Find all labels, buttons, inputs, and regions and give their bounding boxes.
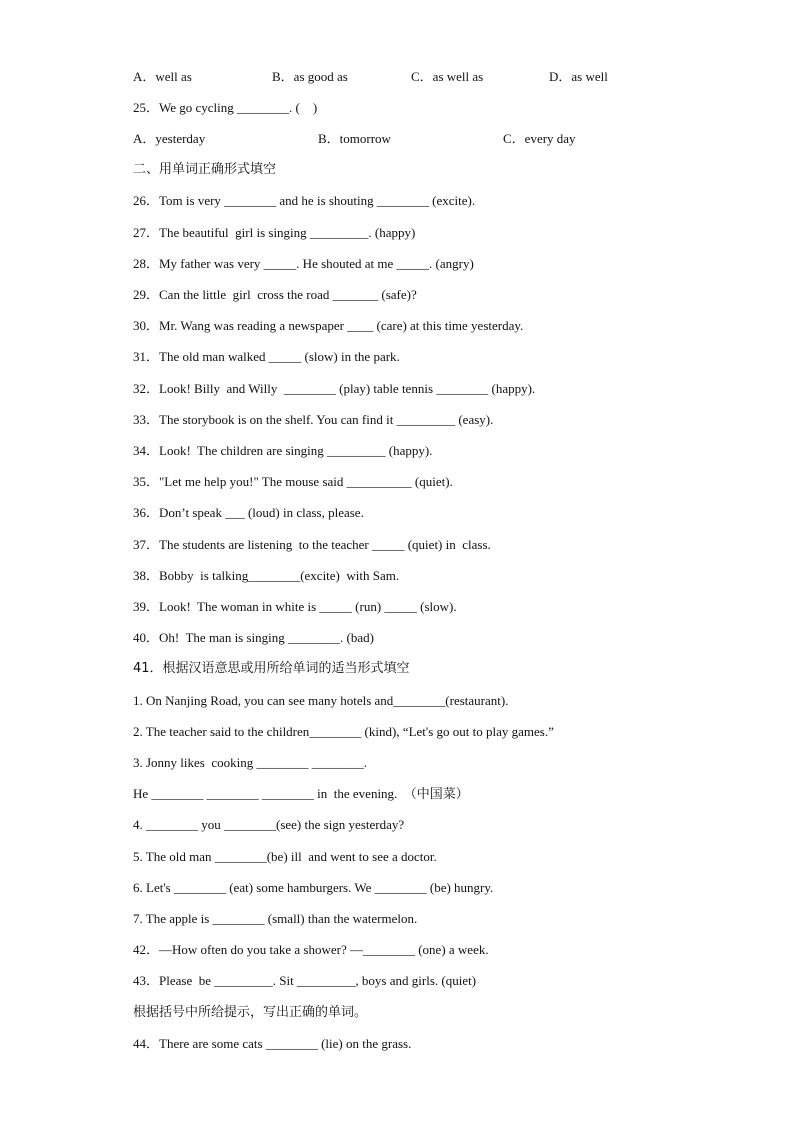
question-37: 37．The students are listening to the teacher _____ (quiet) in class. xyxy=(133,537,491,552)
q25-stem: 25．We go cycling ________. ( ) xyxy=(133,100,318,115)
question-41-item-3a: 3. Jonny likes cooking ________ ________. xyxy=(133,755,367,770)
question-41-item-2: 2. The teacher said to the children________ (kind), “Let's go out to play games.” xyxy=(133,724,554,739)
q25-option-c: C．every day xyxy=(503,131,576,146)
question-41-item-7: 7. The apple is ________ (small) than the watermelon. xyxy=(133,911,418,926)
question-29: 29．Can the little girl cross the road _______ (safe)? xyxy=(133,287,417,302)
question-39: 39．Look! The woman in white is _____ (run) _____ (slow). xyxy=(133,599,457,614)
question-41-item-3b: He ________ ________ ________ in the evening. （中国菜） xyxy=(133,786,469,801)
instruction-heading: 根据括号中所给提示，写出正确的单词。 xyxy=(133,1005,368,1020)
section-heading: 二、用单词正确形式填空 xyxy=(133,162,277,177)
q24-option-d: D．as well xyxy=(549,69,608,84)
question-31: 31．The old man walked _____ (slow) in the park. xyxy=(133,349,400,364)
q25-option-b: B．tomorrow xyxy=(318,131,391,146)
question-35: 35．"Let me help you!" The mouse said __________ (quiet). xyxy=(133,474,453,489)
question-40: 40．Oh! The man is singing ________. (bad) xyxy=(133,630,374,645)
q24-option-c: C．as well as xyxy=(411,69,484,84)
question-41-item-4: 4. ________ you ________(see) the sign yesterday? xyxy=(133,817,405,832)
question-33: 33．The storybook is on the shelf. You can find it _________ (easy). xyxy=(133,412,494,427)
question-27: 27．The beautiful girl is singing _________. (happy) xyxy=(133,225,416,240)
question-41-item-6: 6. Let's ________ (eat) some hamburgers. We ________ (be) hungry. xyxy=(133,880,494,895)
question-36: 36．Don’t speak ___ (loud) in class, please. xyxy=(133,505,364,520)
question-30: 30．Mr. Wang was reading a newspaper ____ (care) at this time yesterday. xyxy=(133,318,524,333)
question-32: 32．Look! Billy and Willy ________ (play) table tennis ________ (happy). xyxy=(133,381,536,396)
question-42: 42．—How often do you take a shower? —________ (one) a week. xyxy=(133,942,489,957)
question-34: 34．Look! The children are singing _________ (happy). xyxy=(133,443,433,458)
q25-option-a: A．yesterday xyxy=(133,131,206,146)
question-41-heading: 41．根据汉语意思或用所给单词的适当形式填空 xyxy=(133,661,410,676)
question-44: 44．There are some cats ________ (lie) on the grass. xyxy=(133,1036,412,1051)
question-28: 28．My father was very _____. He shouted at me _____. (angry) xyxy=(133,256,474,271)
q24-option-a: A．well as xyxy=(133,69,192,84)
question-41-item-1: 1. On Nanjing Road, you can see many hotels and________(restaurant). xyxy=(133,693,509,708)
question-38: 38．Bobby is talking________(excite) with Sam. xyxy=(133,568,400,583)
q24-option-b: B．as good as xyxy=(272,69,348,84)
question-26: 26．Tom is very ________ and he is shouting ________ (excite). xyxy=(133,193,476,208)
question-43: 43．Please be _________. Sit _________, boys and girls. (quiet) xyxy=(133,973,477,988)
question-41-item-5: 5. The old man ________(be) ill and went to see a doctor. xyxy=(133,849,437,864)
